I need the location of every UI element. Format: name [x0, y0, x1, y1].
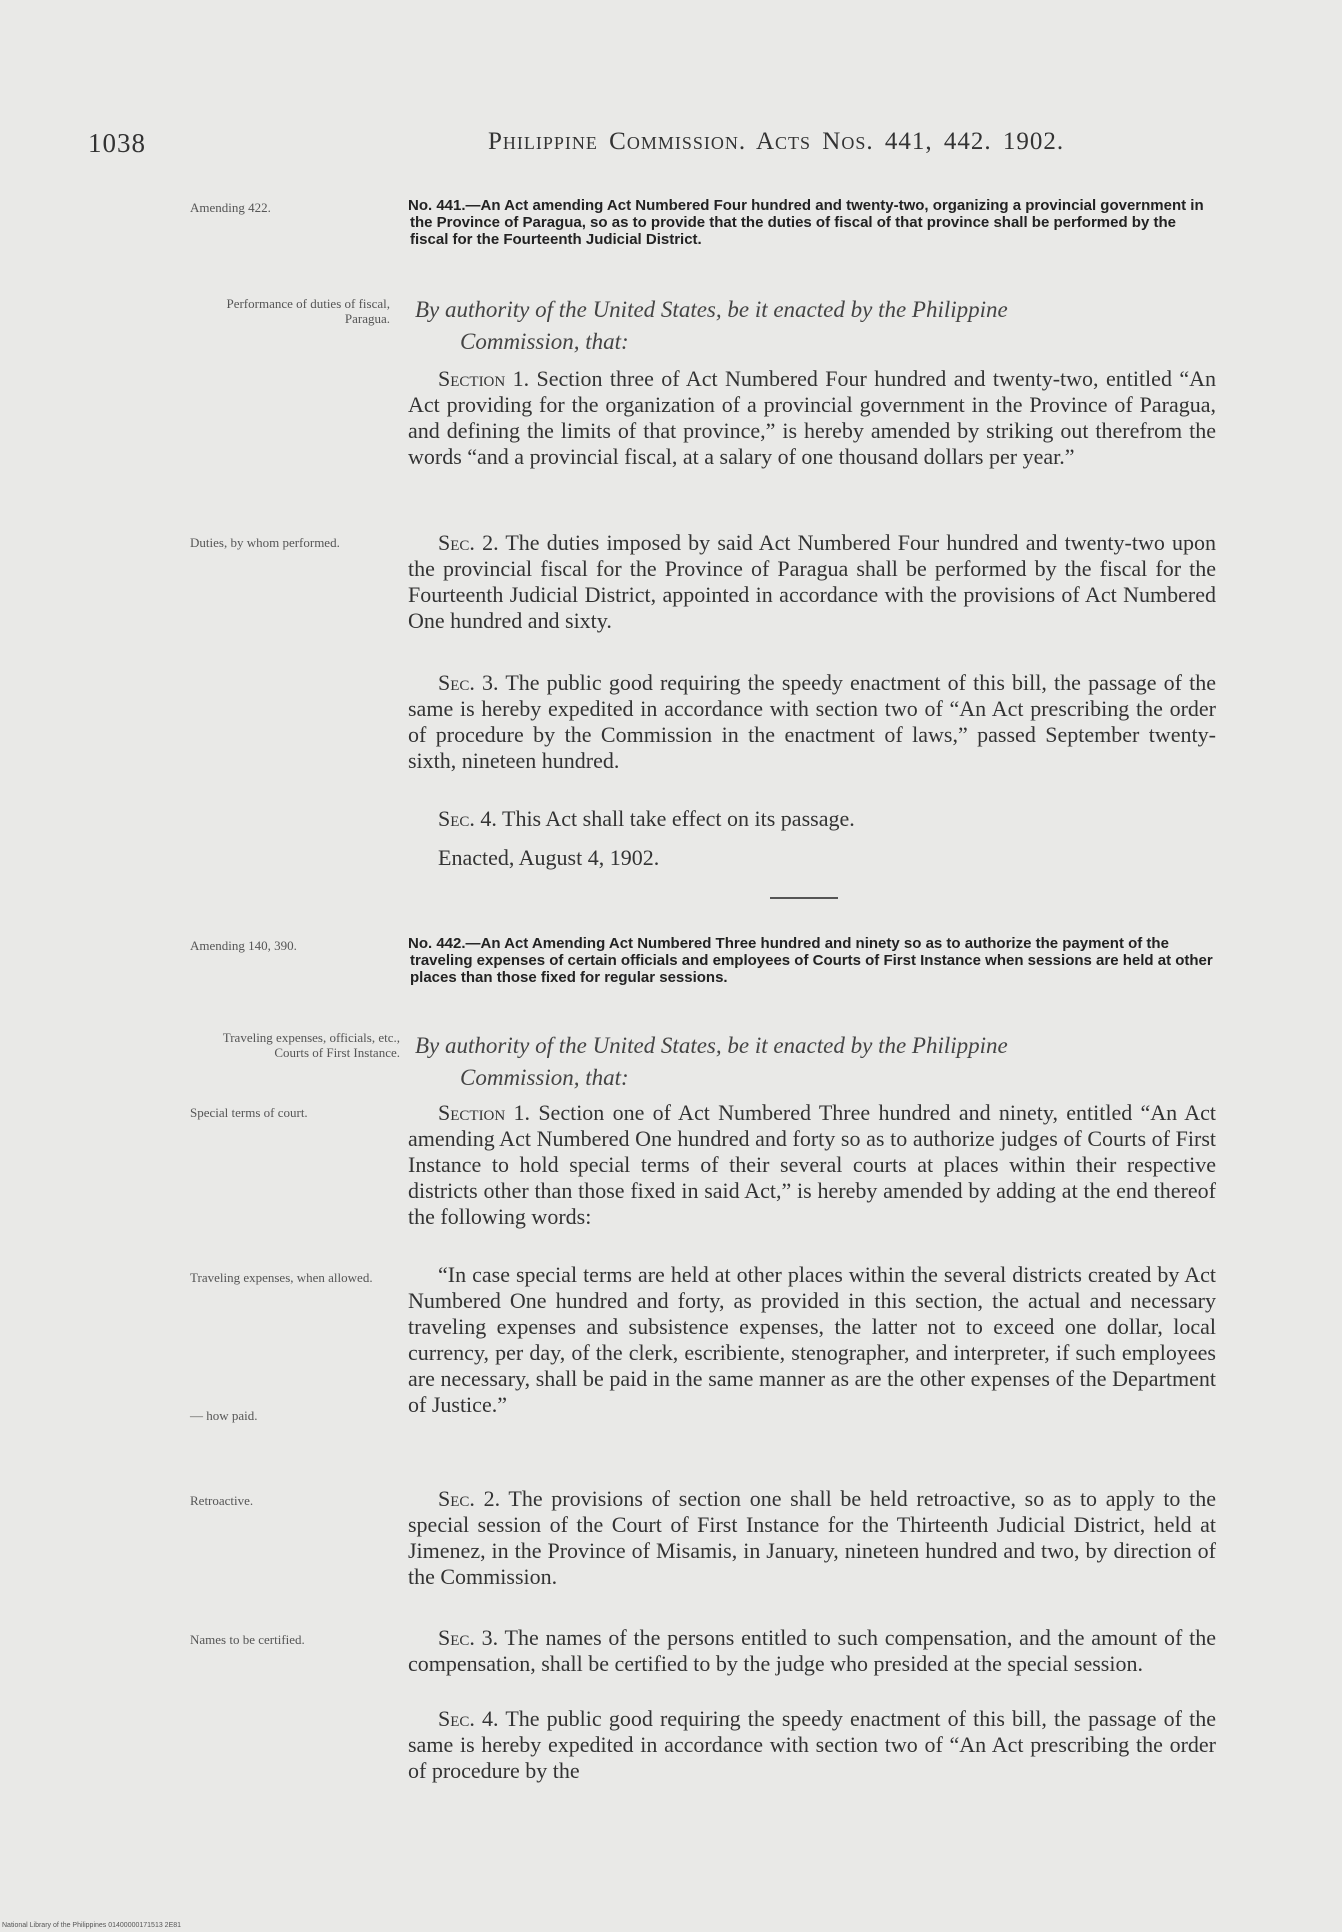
- act-441-number: No. 441.: [408, 197, 466, 214]
- act-442-title: —An Act Amending Act Numbered Three hundred and ninety so as to authorize the payment of the traveling expenses of certain officials and employees of Courts of First Instance when sessions are held at other places than those fixed for regular sessions.: [410, 935, 1213, 986]
- act-441-section-3-text: The public good requiring the speedy enactment of this bill, the passage of the same is hereby expedited in accordance with section two of “An Act prescribing the order of procedure by the Commission in the enactment of laws,” passed September twenty-sixth, nineteen hundred.: [408, 670, 1216, 773]
- act-442-section-2-text: The provisions of section one shall be held retroactive, so as to apply to the special session of the Court of First Instance for the Thirteenth Judicial District, held at Jimenez, in the Province of Misamis, in January, nineteen hundred and two, by direction of the Commission.: [408, 1486, 1217, 1589]
- act-442-quoted-amendment: “In case special terms are held at other places within the several districts created by Act Numbered One hundred and forty, as provided in this section, the actual and necessary traveling expenses and subsistence expenses, the latter not to exceed one dollar, local currency, per day, of the clerk, escribiente, stenographer, and interpreter, if such employees are necessary, shall be paid in the same manner as are the other expenses of the Department of Justice.”: [408, 1262, 1216, 1417]
- act-441-section-2-label: Sec. 2.: [438, 530, 499, 555]
- act-442-enacting-clause: [415, 1030, 1220, 1094]
- act-441-section-1: [408, 366, 1216, 470]
- act-442-heading: [410, 935, 1218, 986]
- act-441-enacting-line-2: Commission, that:: [460, 329, 629, 354]
- act-442-section-4: [408, 1706, 1216, 1784]
- act-442-section-2: [408, 1486, 1216, 1590]
- margin-note-duties: Duties, by whom performed.: [190, 535, 340, 550]
- act-442-enacting-line-2: Commission, that:: [460, 1065, 629, 1090]
- act-441-enacting-line-1: By authority of the United States, be it enacted by the Philippine: [415, 297, 1008, 322]
- page-number: 1038: [88, 128, 146, 158]
- scan-footer-strip: National Library of the Philippines 01400000171513 2E81: [2, 1922, 182, 1929]
- margin-note-performance: Performance of duties of fiscal, Paragua.: [226, 296, 390, 326]
- act-441-section-3: [408, 670, 1216, 774]
- act-442-section-3: [408, 1625, 1216, 1677]
- margin-note-names-certified: Names to be certified.: [190, 1632, 305, 1647]
- act-441-title: —An Act amending Act Numbered Four hundred and twenty-two, organizing a provincial government in the Province of Paragua, so as to provide that the duties of fiscal of that province shall be performed by the fiscal for the Fourteenth Judicial District.: [410, 197, 1204, 248]
- act-441-section-1-text: Section three of Act Numbered Four hundred and twenty-two, entitled “An Act providing for the organization of a provincial government in the Province of Paragua, and defining the limits of that province,” is hereby amended by striking out therefrom the words “and a provincial fiscal, at a salary of one thousand dollars per year.”: [408, 366, 1216, 469]
- act-441-section-4-label: Sec. 4.: [438, 806, 497, 831]
- act-442-section-1-text: Section one of Act Numbered Three hundred and ninety, entitled “An Act amending Act Numbered One hundred and forty so as to authorize judges of Courts of First Instance to hold special terms of their several courts at places within their respective districts other than those fixed in said Act,” is hereby amended by adding at the end thereof the following words:: [408, 1100, 1217, 1229]
- act-441-section-4-text: This Act shall take effect on its passage.: [496, 806, 855, 831]
- act-441-heading: [410, 197, 1218, 248]
- act-442-section-3-label: Sec. 3.: [438, 1625, 499, 1650]
- section-divider: [770, 897, 838, 899]
- act-441-enacted-date: Enacted, August 4, 1902.: [438, 845, 660, 870]
- margin-note-traveling-when-allowed: Traveling expenses, when allowed.: [190, 1270, 373, 1285]
- act-442-section-2-label: Sec. 2.: [438, 1486, 501, 1511]
- act-441-enacting-clause: [415, 294, 1220, 358]
- act-442-section-3-text: The names of the persons entitled to such compensation, and the amount of the compensation, shall be certified to by the judge who presided at the special session.: [408, 1625, 1216, 1676]
- margin-note-amending-140-390: Amending 140, 390.: [190, 938, 297, 953]
- margin-note-how-paid: — how paid.: [190, 1408, 258, 1423]
- act-442-section-1: [408, 1100, 1216, 1230]
- act-442-section-1-label: Section 1.: [438, 1100, 531, 1125]
- act-442-enacting-line-1: By authority of the United States, be it enacted by the Philippine: [415, 1033, 1008, 1058]
- running-title: Philippine Commission. Acts Nos. 441, 442. 1902.: [488, 128, 1065, 155]
- act-441-section-1-label: Section 1.: [438, 366, 530, 391]
- margin-note-amending-422: Amending 422.: [190, 200, 271, 215]
- act-441-section-2: [408, 530, 1216, 634]
- act-441-section-2-text: The duties imposed by said Act Numbered Four hundred and twenty-two upon the provincial fiscal for the Province of Paragua shall be performed by the fiscal for the Fourteenth Judicial District, appointed in accordance with the provisions of Act Numbered One hundred and sixty.: [408, 530, 1216, 633]
- act-442-section-4-text: The public good requiring the speedy enactment of this bill, the passage of the same is hereby expedited in accordance with section two of “An Act prescribing the order of procedure by the: [408, 1706, 1216, 1783]
- act-441-section-3-label: Sec. 3.: [438, 670, 499, 695]
- act-442-section-4-label: Sec. 4.: [438, 1706, 499, 1731]
- margin-note-retroactive: Retroactive.: [190, 1493, 254, 1508]
- margin-note-traveling-expenses: Traveling expenses, officials, etc., Courts of First Instance.: [222, 1030, 400, 1060]
- act-441-section-4: [408, 806, 1216, 832]
- margin-note-special-terms: Special terms of court.: [190, 1105, 308, 1120]
- act-442-number: No. 442.: [408, 935, 466, 952]
